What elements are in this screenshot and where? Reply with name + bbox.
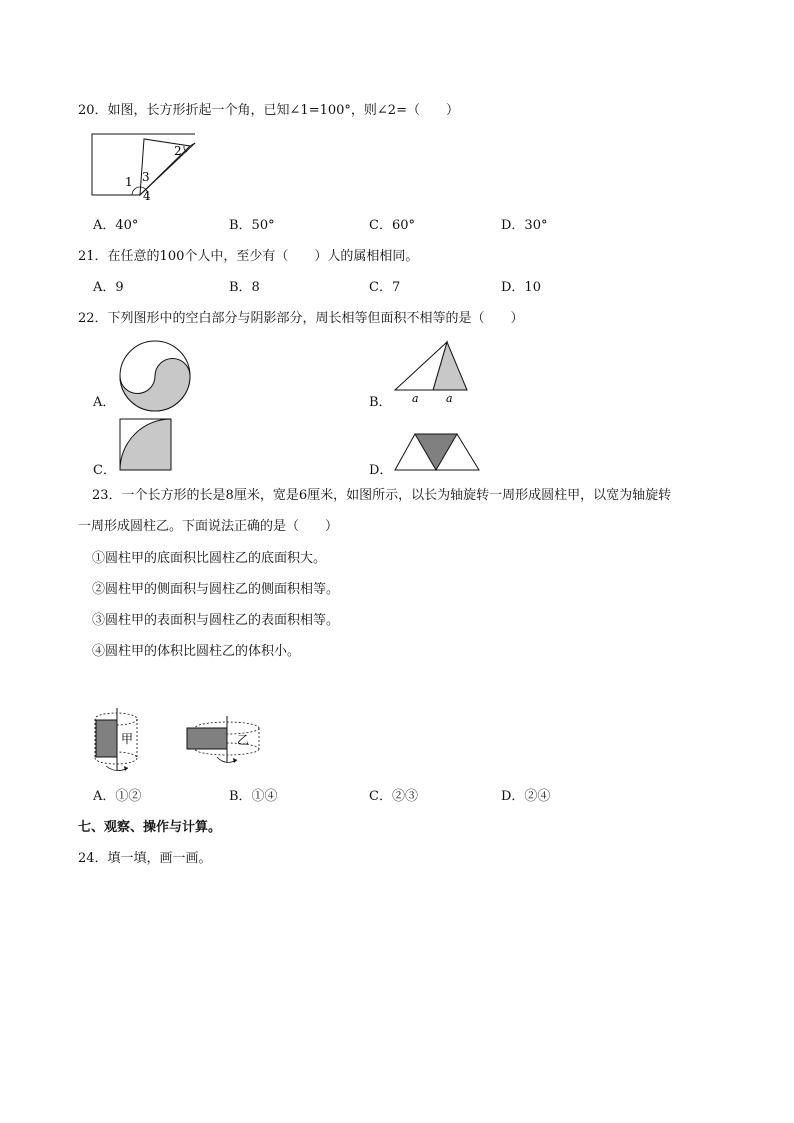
q20-option-c[interactable]: C．60° [369, 218, 415, 233]
q21-option-d[interactable]: D．10 [501, 280, 541, 295]
q23-statement-4: ④圆柱甲的体积比圆柱乙的体积小。 [92, 644, 301, 659]
q23-statement-1: ①圆柱甲的底面积比圆柱乙的底面积大。 [92, 551, 327, 566]
q22-option-c[interactable]: C． [93, 463, 116, 478]
q21-option-c[interactable]: C．7 [369, 280, 401, 295]
q22-figure-c-square [119, 418, 173, 472]
q20-option-a[interactable]: A．40° [93, 218, 139, 233]
q20-option-d[interactable]: D．30° [501, 218, 548, 233]
q23-option-b[interactable]: B．①④ [229, 789, 278, 804]
q23-fig-label-jia: 甲 [121, 732, 134, 746]
q23-text-line1: 23．一个长方形的长是8厘米，宽是6厘米，如图所示，以长为轴旋转一周形成圆柱甲，以宽为轴旋转 [92, 488, 672, 503]
q23-statement-3: ③圆柱甲的表面积与圆柱乙的表面积相等。 [92, 613, 340, 628]
q23-statement-2: ②圆柱甲的侧面积与圆柱乙的侧面积相等。 [92, 582, 340, 597]
q23-text-line2: 一周形成圆柱乙。下面说法正确的是（ ） [78, 519, 339, 534]
q22-figure-b-label-a1: a [412, 392, 419, 405]
q22-figure-b-label-a2: a [446, 392, 453, 405]
q20-angle3-label: 3 [142, 170, 150, 184]
q23-fig-label-yi: 乙 [237, 733, 250, 747]
q22-option-d[interactable]: D． [369, 463, 393, 478]
q23-option-c[interactable]: C．②③ [369, 789, 418, 804]
q21-option-a[interactable]: A．9 [93, 280, 124, 295]
q22-figure-a-circle [119, 340, 193, 414]
q23-option-d[interactable]: D．②④ [501, 789, 551, 804]
q24-text: 24．填一填，画一画。 [78, 851, 212, 866]
q23-option-a[interactable]: A．①② [93, 789, 142, 804]
q22-figure-b-triangle [395, 340, 495, 410]
q23-cylinder-yi-figure [183, 714, 263, 774]
q21-text: 21．在任意的100个人中，至少有（ ）人的属相相同。 [78, 249, 419, 264]
q23-cylinder-jia-figure [92, 706, 162, 776]
q20-text: 20．如图，长方形折起一个角，已知∠1=100°，则∠2=（ ） [78, 103, 459, 118]
q22-option-a[interactable]: A． [93, 395, 116, 410]
q22-option-b[interactable]: B． [369, 395, 392, 410]
section-7-title: 七、观察、操作与计算。 [78, 820, 222, 835]
q22-figure-d-trapezoid [395, 432, 485, 474]
q20-angle4-label: 4 [143, 189, 151, 203]
q22-text: 22．下列图形中的空白部分与阴影部分，周长相等但面积不相等的是（ ） [78, 311, 524, 326]
q20-angle1-label: 1 [125, 175, 133, 189]
q21-option-b[interactable]: B．8 [229, 280, 260, 295]
q20-folded-rectangle-figure [92, 134, 212, 204]
q20-angle2-label: 2 [174, 144, 182, 158]
q20-option-b[interactable]: B．50° [229, 218, 275, 233]
